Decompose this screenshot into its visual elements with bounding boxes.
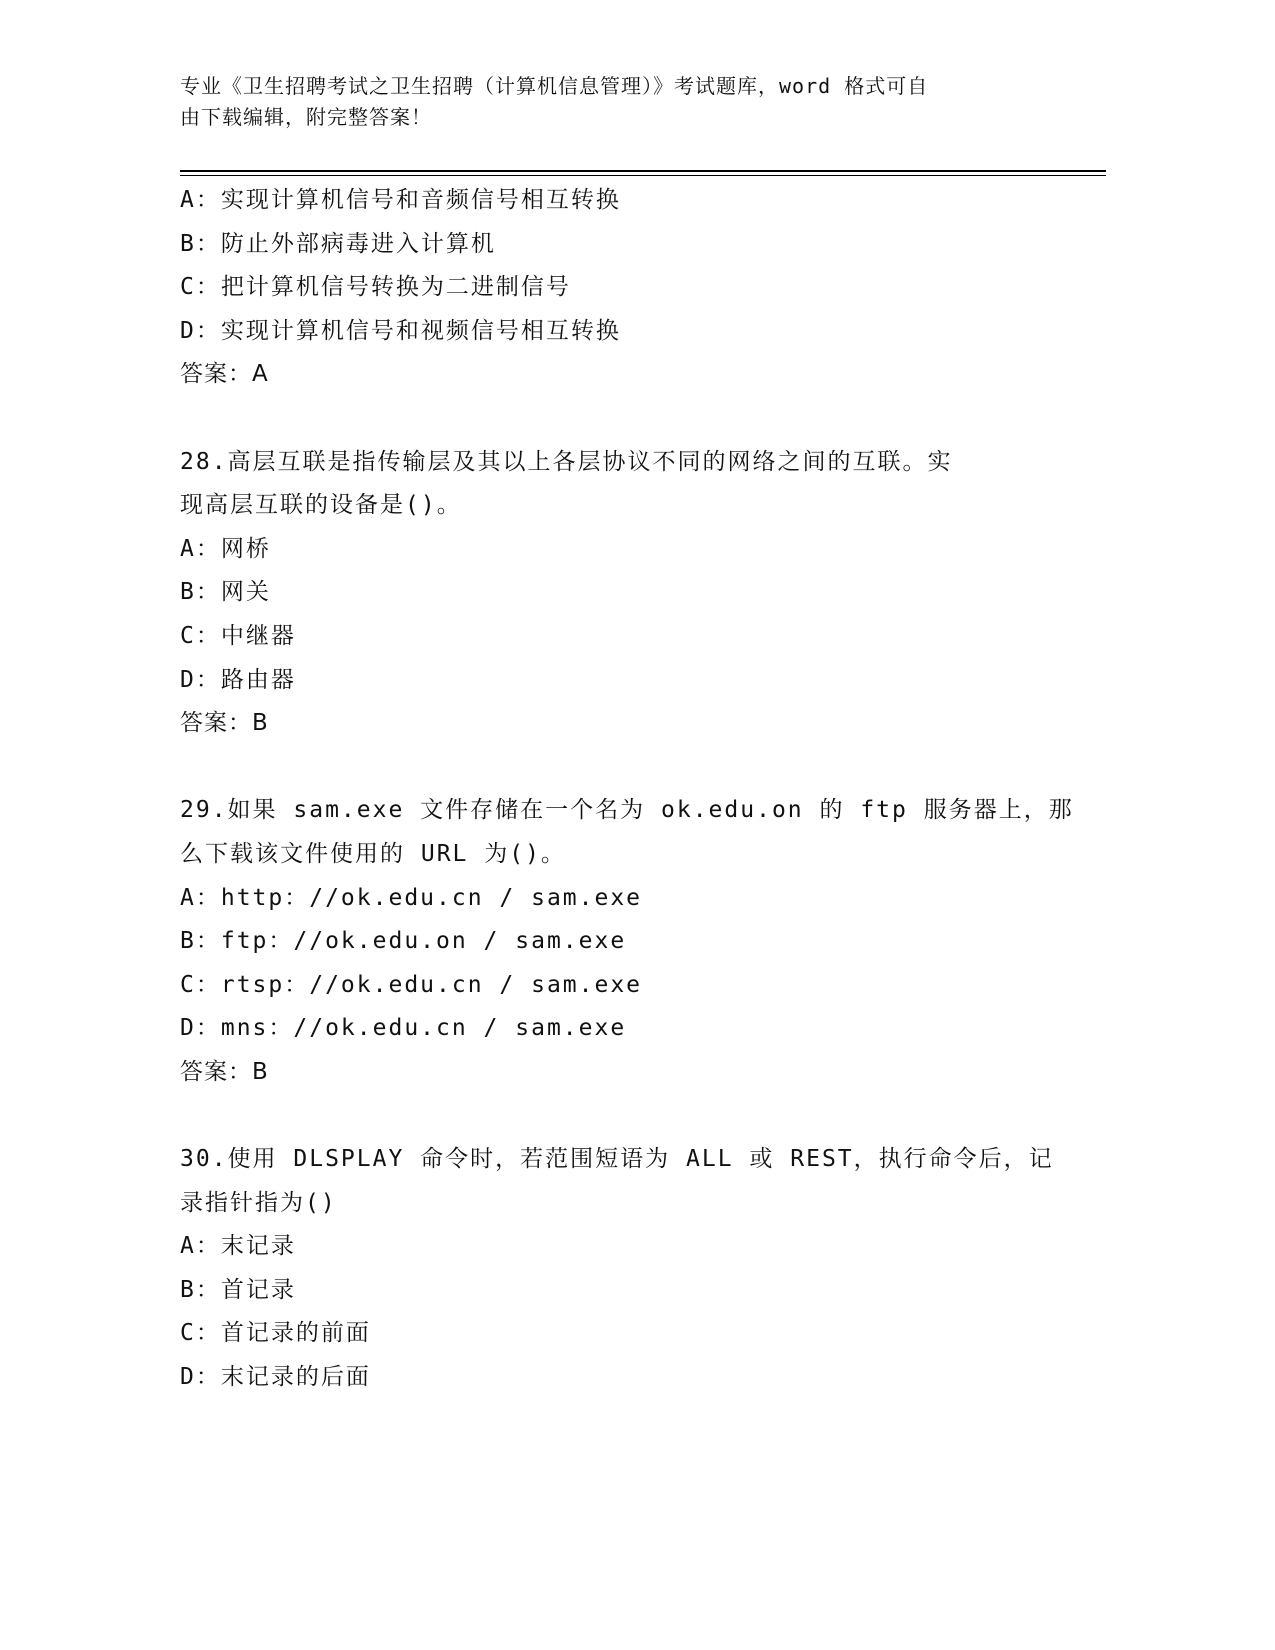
header-divider (180, 170, 1106, 172)
answer: 答案：A (180, 361, 269, 388)
question-28 (180, 441, 1040, 746)
question-30 (180, 1138, 1054, 1400)
option-a: A：实现计算机信号和音频信号相互转换 (180, 187, 621, 213)
question-stem: 29.如果 sam.exe 文件存储在一个名为 ok.edu.on 的 ftp 服务器上，那 (180, 797, 1074, 824)
document-header (180, 71, 1040, 133)
option-c: C：中继器 (180, 622, 296, 649)
question-stem: 么下载该文件使用的 URL 为()。 (180, 840, 566, 867)
option-b: B：网关 (180, 579, 271, 606)
answer: 答案：B (180, 1058, 269, 1085)
option-d: D：末记录的后面 (180, 1364, 371, 1391)
option-d: D：实现计算机信号和视频信号相互转换 (180, 317, 621, 344)
option-a: A：http：//ok.edu.cn / sam.exe (180, 884, 643, 911)
question-stem: 28.高层互联是指传输层及其以上各层协议不同的网络之间的互联。实 (180, 448, 953, 475)
option-a: A：网桥 (180, 535, 271, 562)
question-stem: 现高层互联的设备是()。 (180, 492, 462, 519)
option-c: C：首记录的前面 (180, 1320, 371, 1347)
header-line: 由下载编辑，附完整答案！ (180, 105, 432, 129)
question-prev (180, 179, 1040, 397)
option-b: B：防止外部病毒进入计算机 (180, 230, 496, 257)
option-b: B：首记录 (180, 1276, 296, 1303)
option-d: D：路由器 (180, 666, 296, 693)
document-body (180, 179, 1074, 1400)
option-c: C：把计算机信号转换为二进制信号 (180, 274, 571, 301)
option-d: D：mns：//ok.edu.cn / sam.exe (180, 1015, 627, 1042)
answer: 答案：B (180, 710, 269, 737)
question-stem: 30.使用 DLSPLAY 命令时，若范围短语为 ALL 或 REST，执行命令后，记 (180, 1146, 1054, 1173)
question-stem: 录指针指为() (180, 1189, 337, 1216)
question-29 (180, 789, 1074, 1094)
header-line: 专业《卫生招聘考试之卫生招聘（计算机信息管理）》考试题库，word 格式可自 (180, 74, 929, 98)
header-divider (180, 175, 1106, 176)
option-c: C：rtsp：//ok.edu.cn / sam.exe (180, 971, 643, 998)
option-b: B：ftp：//ok.edu.on / sam.exe (180, 928, 627, 955)
option-a: A：末记录 (180, 1233, 296, 1260)
